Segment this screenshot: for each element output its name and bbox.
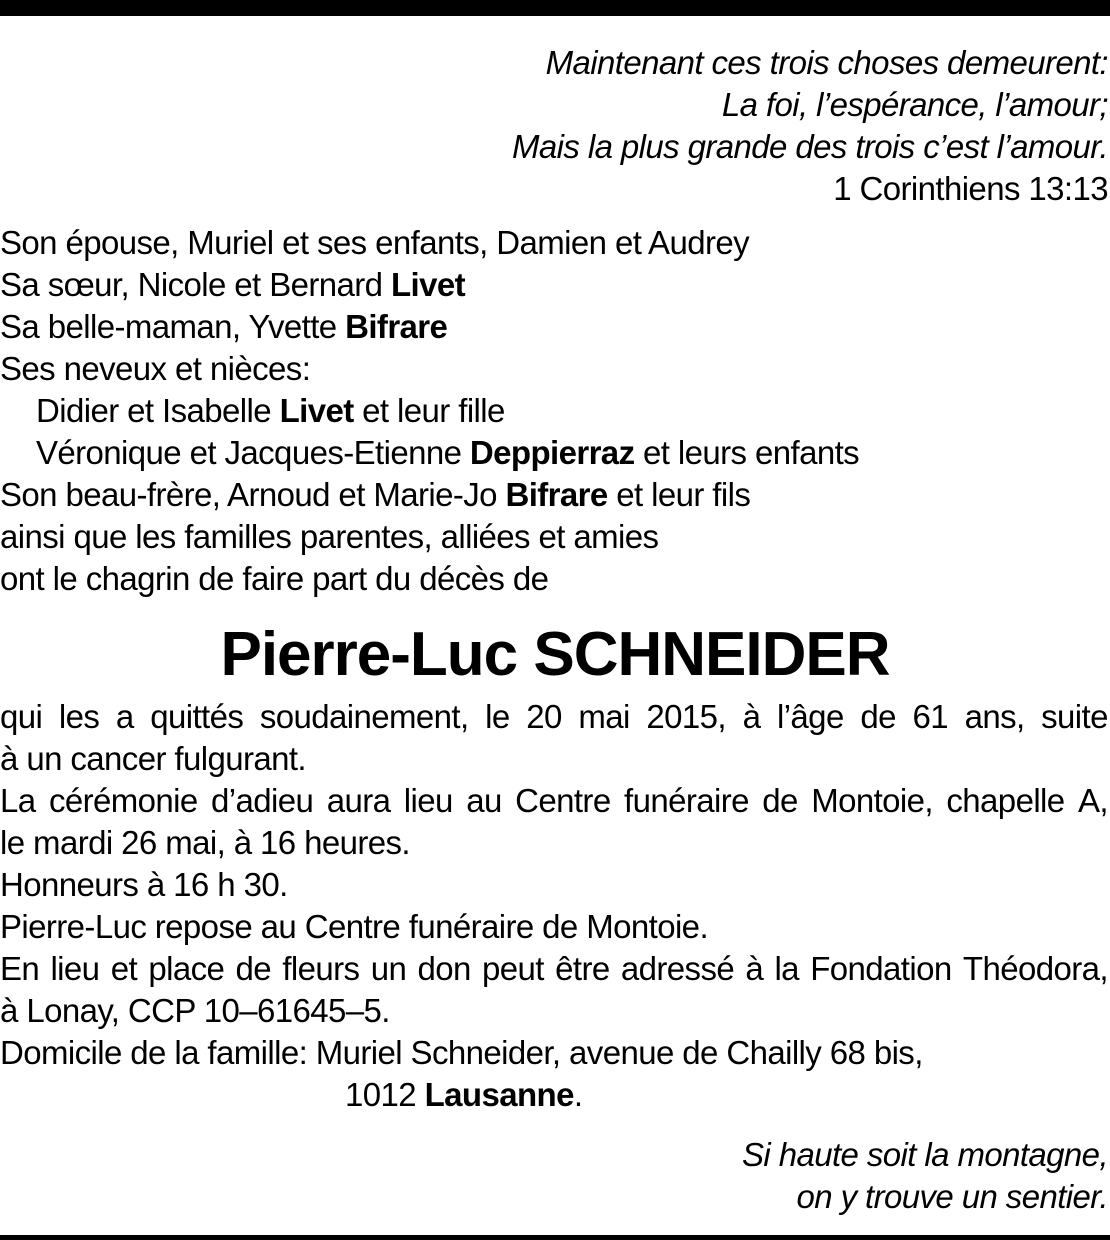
justified-word: à xyxy=(742,698,761,735)
justified-word: aura xyxy=(326,782,391,819)
justified-word: don xyxy=(417,950,471,987)
justified-word: soudainement, xyxy=(259,698,469,735)
family-line-1: Son épouse, Muriel et ses enfants, Damien et Audrey xyxy=(0,224,750,261)
epigraph-line-2: La foi, l’espérance, l’amour; xyxy=(721,86,1108,123)
justified-word: quittés xyxy=(150,698,244,735)
justified-word: Théodora, xyxy=(962,950,1108,987)
family-line-7-surname: Bifrare xyxy=(505,476,608,513)
family-line-2-surname: Livet xyxy=(390,266,465,303)
top-border-rule xyxy=(0,0,1110,16)
justified-word: 61 xyxy=(912,698,948,735)
justified-word: cérémonie xyxy=(48,782,198,819)
justified-word: l’âge xyxy=(776,698,844,735)
justified-word: fleurs xyxy=(282,950,360,987)
family-line-5 xyxy=(36,391,505,431)
justified-word: Fondation xyxy=(810,950,952,987)
justified-word: 20 xyxy=(526,698,562,735)
justified-word: En xyxy=(0,950,40,987)
justified-word: lieu xyxy=(403,782,453,819)
justified-word: qui xyxy=(0,698,43,735)
justified-word: Montoie, xyxy=(811,782,933,819)
family-line-3 xyxy=(0,307,447,347)
justified-word: à xyxy=(745,950,764,987)
justified-word: Centre xyxy=(515,782,611,819)
justified-word: adressé xyxy=(620,950,735,987)
justified-word: au xyxy=(466,782,502,819)
family-line-5-text: Didier et Isabelle xyxy=(36,392,280,429)
justified-word: le xyxy=(485,698,510,735)
epigraph-line-3: Mais la plus grande des trois c’est l’amour. xyxy=(512,128,1108,165)
family-line-6 xyxy=(36,433,859,473)
details-line-1 xyxy=(0,697,1108,737)
details-line-10-city: Lausanne xyxy=(424,1076,574,1113)
justified-word: 2015, xyxy=(646,698,726,735)
details-line-9: Domicile de la famille: Muriel Schneider, avenue de Chailly 68 bis, xyxy=(0,1034,923,1071)
family-line-6-suffix: et leurs enfants xyxy=(634,434,860,471)
details-line-10-period: . xyxy=(573,1076,583,1113)
family-line-2-text: Sa sœur, Nicole et Bernard xyxy=(0,266,391,303)
family-line-3-text: Sa belle-maman, Yvette xyxy=(0,308,346,345)
justified-word: lieu xyxy=(50,950,100,987)
justified-word: funéraire xyxy=(624,782,749,819)
details-line-8: à Lonay, CCP 10–61645–5. xyxy=(0,992,390,1029)
family-line-7 xyxy=(0,475,750,515)
details-line-7 xyxy=(0,949,1108,989)
family-line-8: ainsi que les familles parentes, alliées et amies xyxy=(0,518,659,555)
justified-word: ans, xyxy=(964,698,1025,735)
family-line-3-surname: Bifrare xyxy=(345,308,448,345)
justified-word: être xyxy=(555,950,610,987)
justified-word: de xyxy=(860,698,896,735)
justified-word: mai xyxy=(578,698,630,735)
closing-line-1: Si haute soit la montagne, xyxy=(742,1136,1108,1173)
family-line-5-suffix: et leur fille xyxy=(353,392,505,429)
details-line-3 xyxy=(0,781,1108,821)
details-line-5: Honneurs à 16 h 30. xyxy=(0,866,288,903)
justified-word: place xyxy=(148,950,225,987)
closing-line-2: on y trouve un sentier. xyxy=(796,1178,1108,1215)
justified-word: de xyxy=(762,782,798,819)
deceased-name: Pierre-Luc SCHNEIDER xyxy=(220,620,890,689)
justified-word: d’adieu xyxy=(211,782,314,819)
family-line-6-text: Véronique et Jacques-Etienne xyxy=(36,434,470,471)
details-line-4: le mardi 26 mai, à 16 heures. xyxy=(0,824,410,861)
family-line-9: ont le chagrin de faire part du décès de xyxy=(0,560,549,597)
details-line-2: à un cancer fulgurant. xyxy=(0,740,307,777)
family-line-4: Ses neveux et nièces: xyxy=(0,350,311,387)
justified-word: les xyxy=(58,698,100,735)
justified-word: La xyxy=(0,782,36,819)
justified-word: un xyxy=(370,950,407,987)
justified-word: la xyxy=(774,950,799,987)
family-line-7-text: Son beau-frère, Arnoud et Marie-Jo xyxy=(0,476,506,513)
details-line-10-postcode: 1012 xyxy=(345,1076,425,1113)
family-line-2 xyxy=(0,265,465,305)
epigraph-line-1: Maintenant ces trois choses demeurent: xyxy=(545,44,1108,81)
details-line-10 xyxy=(345,1075,582,1115)
justified-word: chapelle xyxy=(946,782,1065,819)
justified-word: A, xyxy=(1077,782,1108,819)
justified-word: peut xyxy=(482,950,544,987)
bottom-border-rule xyxy=(0,1235,1110,1240)
details-line-6: Pierre-Luc repose au Centre funéraire de Montoie. xyxy=(0,908,709,945)
justified-word: de xyxy=(235,950,272,987)
justified-word: a xyxy=(115,698,134,735)
justified-word: suite xyxy=(1041,698,1108,735)
epigraph-reference: 1 Corinthiens 13:13 xyxy=(833,170,1108,207)
justified-word: et xyxy=(110,950,138,987)
family-line-5-surname: Livet xyxy=(279,392,354,429)
family-line-7-suffix: et leur fils xyxy=(607,476,751,513)
family-line-6-surname: Deppierraz xyxy=(469,434,635,471)
